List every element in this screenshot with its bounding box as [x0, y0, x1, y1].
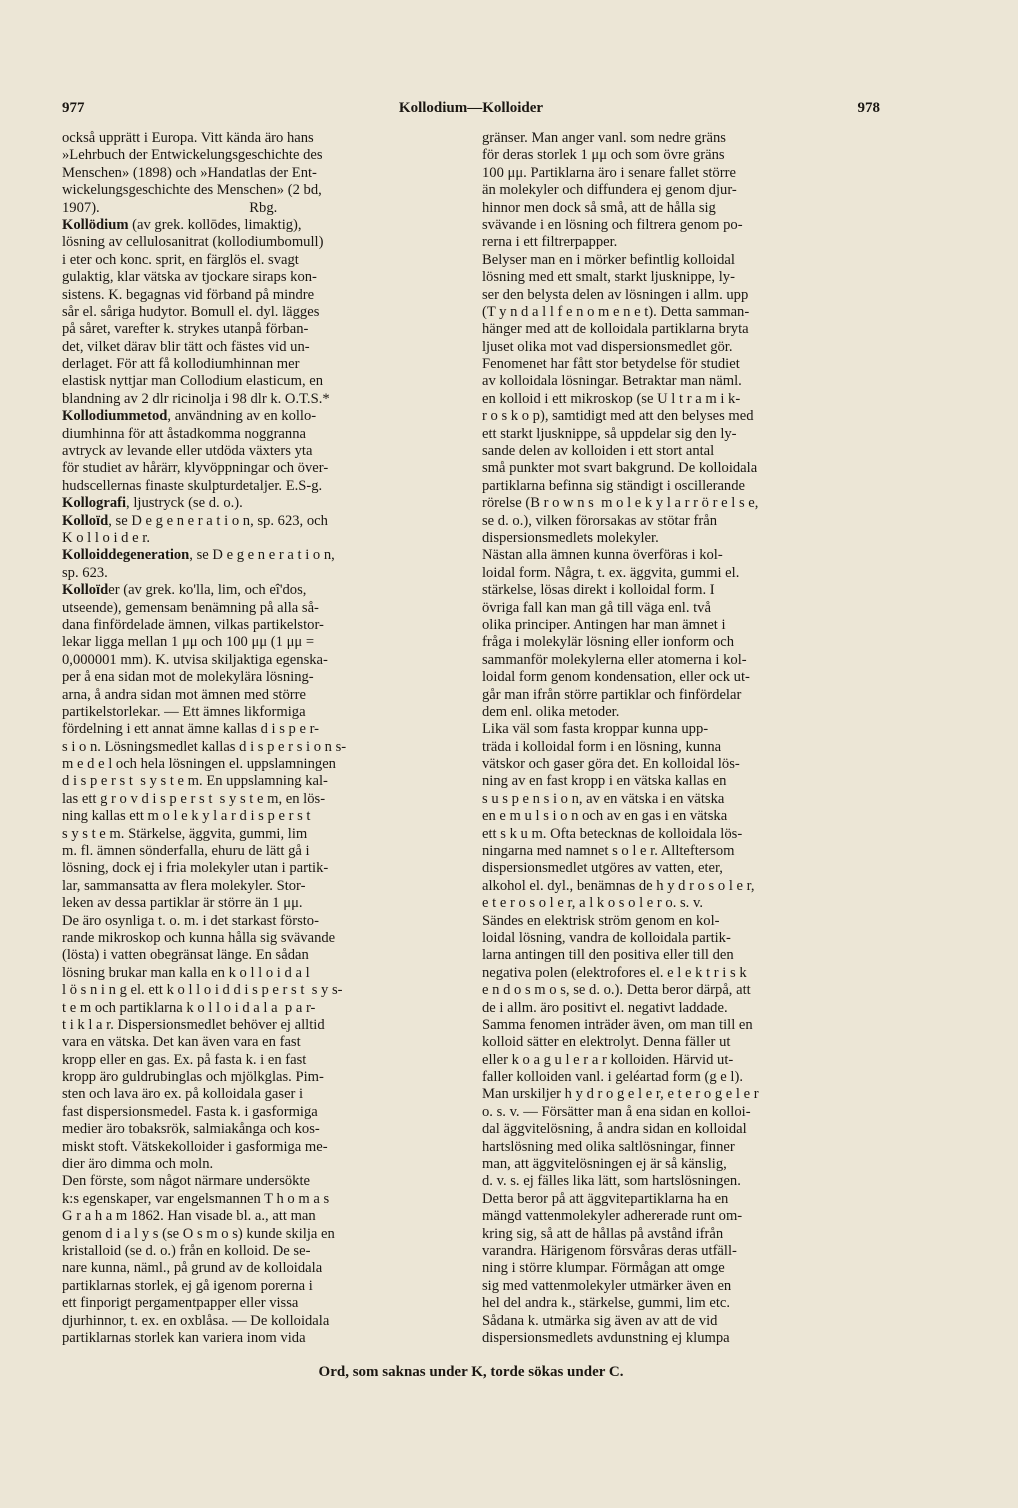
text-line: Man urskiljer h y d r o g e l e r, e t e r o g e l e r: [482, 1086, 759, 1103]
text-line: s y s t e m. Stärkelse, äggvita, gummi, lim: [62, 825, 308, 842]
text-line: träda i kolloidal form i en lösning, kunna: [482, 738, 722, 755]
text-line: hinnor men dock så små, att de hålla sig: [482, 199, 716, 216]
text-line: svävande i en lösning och filtrera genom po-: [482, 216, 743, 233]
text-line: Kolloïd, se D e g e n e r a t i o n, sp. 623, och: [62, 512, 328, 529]
text-line: (T y n d a l l f e n o m e n e t). Detta samman-: [482, 303, 750, 320]
text-line: ning kallas ett m o l e k y l a r d i s p e r s t: [62, 808, 311, 825]
text-line: det, vilket därav blir tätt och fästes vid un-: [62, 338, 310, 355]
text-line: Kollografi, ljustryck (se d. o.).: [62, 495, 243, 512]
text-line: kropp äro guldrubinglas och mjölkglas. Pim-: [62, 1069, 324, 1086]
text-line: ett s k u m. Ofta betecknas de kolloidala lös-: [482, 825, 743, 842]
text-line: larna antingen till den positiva eller till den: [482, 947, 734, 964]
text-line: e t e r o s o l e r, a l k o s o l e r o. s. v.: [482, 895, 703, 912]
text-line: små punkter mot svart bakgrund. De kolloidala: [482, 460, 758, 477]
text-line: Detta beror på att äggvitepartiklarna ha en: [482, 1190, 729, 1207]
text-line: stärkelse, lösas direkt i kolloidal form. I: [482, 582, 715, 599]
text-line: dana finfördelade ämnen, vilkas partikelstor-: [62, 616, 324, 633]
text-line: partiklarnas storlek, ej gå igenom porerna i: [62, 1277, 313, 1294]
text-line: Den förste, som något närmare undersökte: [62, 1173, 311, 1190]
text-line: k:s egenskaper, var engelsmannen T h o m a s: [62, 1190, 330, 1207]
text-line: sande delen av kolloiden i ett stort antal: [482, 443, 715, 460]
text-line: vätskor och gaser göra det. En kolloidal lös-: [482, 756, 740, 773]
text-line: Samma fenomen inträder även, om man till en: [482, 1016, 753, 1033]
text-line: fråga i molekylär lösning eller ionform och: [482, 634, 735, 651]
text-line: lösning av cellulosanitrat (kollodiumbomull): [62, 234, 324, 251]
text-line: t i k l a r. Dispersionsmedlet behöver ej alltid: [62, 1016, 325, 1033]
text-line: avtryck av levande eller utdöda växters yta: [62, 443, 313, 460]
text-line: sammanför molekylerna eller atomerna i kol-: [482, 651, 747, 668]
text-line: sår el. såriga hudytor. Bomull el. dyl. lägges: [62, 303, 320, 320]
text-line: m e d e l och hela lösningen el. uppslamningen: [62, 756, 336, 773]
text-line: eller k o a g u l e r a r kolloiden. Härvid ut-: [482, 1051, 734, 1068]
text-line: loidal form. Några, t. ex. äggvita, gummi el.: [482, 564, 740, 581]
text-line: negativa polen (elektrofores el. e l e k t r i s k: [482, 964, 747, 981]
text-line: derlaget. För att få kollodiumhinnan mer: [62, 356, 300, 373]
text-line: ljuset olika mot vad dispersionsmedlet gör.: [482, 338, 733, 355]
text-line: ser den belysta delen av lösningen i allm. upp: [482, 286, 749, 303]
text-line: sistens. K. begagnas vid förband på mindre: [62, 286, 315, 303]
text-line: d i s p e r s t s y s t e m. En uppslamning kal-: [62, 773, 328, 790]
text-line: e n d o s m o s, se d. o.). Detta beror därpå, att: [482, 982, 751, 999]
text-line: partiklarna befinna sig ständigt i oscillerande: [482, 477, 746, 494]
text-line: hartslösning med olika saltlösningar, finner: [482, 1138, 735, 1155]
text-line: dier äro dimma och moln.: [62, 1156, 214, 1173]
text-line: för studiet av hårärr, klyvöppningar och över-: [62, 460, 329, 477]
text-line: loidal form genom kondensation, eller ock ut-: [482, 669, 750, 686]
text-line: rerna i ett filtrerpapper.: [482, 234, 618, 251]
text-line: G r a h a m 1862. Han visade bl. a., att man: [62, 1208, 316, 1225]
text-line: o. s. v. — Försätter man å ena sidan en kolloi-: [482, 1103, 751, 1120]
running-header: [62, 100, 880, 124]
text-line: av kolloidala lösningar. Betraktar man näml.: [482, 373, 742, 390]
text-line: kring sig, så att de hållas på avstånd ifrån: [482, 1225, 724, 1242]
text-line: sten och lava äro ex. på kolloidala gaser i: [62, 1086, 304, 1103]
text-line: partiklarnas storlek kan variera inom vida: [62, 1329, 306, 1346]
text-line: på såret, varefter k. strykes utanpå förban-: [62, 321, 309, 338]
text-line: m. fl. ämnen sönderfalla, ehuru de lätt gå i: [62, 843, 310, 860]
text-line: rörelse (B r o w n s m o l e k y l a r r ö r e l s e,: [482, 495, 759, 512]
text-line: Menschen» (1898) och »Handatlas der Ent-: [62, 164, 317, 181]
text-line: rande mikroskop och kunna hålla sig svävande: [62, 929, 336, 946]
text-line: 0,000001 mm). K. utvisa skiljaktiga egenska-: [62, 651, 328, 668]
text-line: hänger med att de kolloidala partiklarna bryta: [482, 321, 749, 338]
text-line: vara en vätska. Det kan även vara en fast: [62, 1034, 301, 1051]
text-line: än molekyler och diffundera ej genom djur-: [482, 182, 737, 199]
text-line: lekar ligga mellan 1 μμ och 100 μμ (1 μμ =: [62, 634, 315, 651]
text-line: hudscellernas finaste skulpturdetaljer. E.S-g.: [62, 477, 323, 494]
text-line: »Lehrbuch der Entwickelungsgeschichte des: [62, 147, 323, 164]
text-line: en kolloid i ett mikroskop (se U l t r a m i k-: [482, 390, 741, 407]
text-line: elastisk nyttjar man Collodium elasticum, en: [62, 373, 324, 390]
text-line: dem enl. olika metoder.: [482, 703, 620, 720]
text-line: ning av en fast kropp i en vätska kallas en: [482, 773, 727, 790]
text-line: varandra. Härigenom försvåras deras utfäll-: [482, 1243, 737, 1259]
text-line: sp. 623.: [62, 564, 108, 581]
left-column: [62, 130, 467, 1362]
page-number-right: 978: [857, 100, 880, 116]
text-line: Kolloïder (av grek. ko'lla, lim, och eî'dos,: [62, 582, 307, 599]
page-number-left: 977: [62, 100, 85, 116]
text-line: Kollödium (av grek. kollōdes, limaktig),: [62, 216, 302, 233]
text-line: dispersionsmedlet utgöres av vatten, eter,: [482, 860, 723, 877]
text-line: i eter och konc. sprit, en färglös el. svagt: [62, 251, 299, 268]
text-line: dispersionsmedlets avdunstning ej klumpa: [482, 1329, 730, 1346]
text-line: K o l l o i d e r.: [62, 529, 150, 546]
text-line: diumhinna för att åstadkomma noggranna: [62, 425, 306, 442]
text-line: lar, sammansatta av flera molekyler. Stor-: [62, 877, 306, 894]
text-line: faller kolloiden vanl. i geléartad form (g e l).: [482, 1069, 743, 1086]
text-line: ett starkt ljusknippe, så uppdelar sig den ly-: [482, 425, 737, 442]
text-line: de i allm. äro positivt el. negativt laddade.: [482, 999, 728, 1016]
text-line: s i o n. Lösningsmedlet kallas d i s p e r s i o n s-: [62, 738, 347, 755]
text-line: s u s p e n s i o n, av en vätska i en vätska: [482, 790, 725, 807]
text-line: per å ena sidan mot de molekylära lösning-: [62, 669, 314, 686]
text-line: t e m och partiklarna k o l l o i d a l a p a r-: [62, 999, 316, 1016]
text-line: fördelning i ett annat ämne kallas d i s p e r-: [62, 721, 320, 738]
text-line: kolloid sätter en elektrolyt. Denna fäller ut: [482, 1034, 731, 1051]
text-line: för deras storlek 1 μμ och som övre gräns: [482, 147, 725, 164]
text-line: genom d i a l y s (se O s m o s) kunde skilja en: [62, 1225, 335, 1242]
text-line: Kolloiddegeneration, se D e g e n e r a t i o n,: [62, 547, 335, 564]
text-line: ett finporigt pergamentpapper eller vissa: [62, 1295, 299, 1312]
text-line: l ö s n i n g el. ett k o l l o i d d i s p e r s t s y s-: [62, 982, 343, 999]
text-line: lösning, dock ej i fria molekyler utan i partik-: [62, 860, 329, 877]
text-line: r o s k o p), samtidigt med att den belyses med: [482, 408, 754, 425]
text-line: nare kunna, näml., på grund av de kolloidala: [62, 1260, 323, 1277]
text-line: sig med vattenmolekyler utmärker även en: [482, 1277, 732, 1294]
text-line: kristalloid (se d. o.) från en kolloid. De se-: [62, 1243, 311, 1259]
text-line: (lösta) i vatten obegränsat länge. En sådan: [62, 947, 309, 964]
text-line: d. v. s. ej fälles lika lätt, som hartslösningen.: [482, 1173, 741, 1190]
right-column: [482, 130, 887, 1362]
text-line: lösning med ett smalt, starkt ljusknippe, ly-: [482, 269, 735, 286]
text-line: De äro osynliga t. o. m. i det starkast försto-: [62, 912, 319, 929]
text-line: gränser. Man anger vanl. som nedre gräns: [482, 130, 726, 146]
text-line: blandning av 2 dlr ricinolja i 98 dlr k. O.T.S.*: [62, 390, 330, 407]
text-line: partikelstorlekar. — Ett ämnes likformiga: [62, 703, 306, 720]
text-line: miskt stoft. Vätskekolloider i gasformiga me-: [62, 1138, 328, 1155]
text-line: Sådana k. utmärka sig även av att de vid: [482, 1312, 718, 1329]
text-line: dal äggvitelösning, å andra sidan en kolloidal: [482, 1121, 747, 1138]
text-line: Lika väl som fasta kroppar kunna upp-: [482, 721, 709, 738]
text-line: se d. o.), vilken förorsakas av stötar från: [482, 512, 718, 529]
text-line: djurhinnor, t. ex. en oxblåsa. — De kolloidala: [62, 1312, 330, 1329]
text-line: leken av dessa partiklar är större än 1 μμ.: [62, 895, 303, 912]
text-line: alkohol el. dyl., benämnas de h y d r o s o l e r,: [482, 877, 755, 894]
text-line: fast dispersionsmedel. Fasta k. i gasformiga: [62, 1103, 318, 1120]
text-line: kropp eller en gas. Ex. på fasta k. i en fast: [62, 1051, 307, 1068]
text-line: 100 μμ. Partiklarna äro i senare fallet större: [482, 164, 736, 181]
text-line: 1907). Rbg.: [62, 199, 278, 216]
text-line: utseende), gemensam benämning på alla så-: [62, 599, 319, 616]
text-line: Nästan alla ämnen kunna överföras i kol-: [482, 547, 723, 564]
text-line: går man ifrån större partiklar och finfördelar: [482, 686, 742, 703]
text-line: en e m u l s i o n och av en gas i en vätska: [482, 808, 728, 825]
text-line: hel del andra k., stärkelse, gummi, lim etc.: [482, 1295, 731, 1312]
footer-note: Ord, som saknas under K, torde sökas under C.: [318, 1364, 624, 1380]
text-line: Belyser man en i mörker befintlig kolloidal: [482, 251, 735, 268]
text-line: loidal lösning, vandra de kolloidala partik-: [482, 929, 731, 946]
text-line: ningarna med namnet s o l e r. Allteftersom: [482, 843, 735, 860]
text-line: arna, å andra sidan mot ämnen med större: [62, 686, 306, 703]
running-title: Kollodium—Kolloider: [398, 100, 544, 116]
text-line: Fenomenet har fått stor betydelse för studiet: [482, 356, 740, 373]
text-line: olika principer. Antingen har man ämnet i: [482, 616, 726, 633]
text-line: Kollodiummetod, användning av en kollo-: [62, 408, 317, 425]
text-line: mängd vattenmolekyler adhererade runt om-: [482, 1208, 743, 1225]
text-line: medier äro tobaksrök, salmiakånga och kos-: [62, 1121, 320, 1138]
text-line: dispersionsmedlets molekyler.: [482, 529, 659, 546]
text-line: lösning brukar man kalla en k o l l o i d a l: [62, 964, 310, 981]
text-line: las ett g r o v d i s p e r s t s y s t e m, en lös-: [62, 790, 326, 807]
text-line: övriga fall kan man gå till väga enl. två: [482, 599, 711, 616]
text-line: gulaktig, klar vätska av tjockare siraps kon-: [62, 269, 317, 286]
text-line: wickelungsgeschichte des Menschen» (2 bd,: [62, 182, 322, 199]
text-line: man, att äggvitelösningen ej är så känslig,: [482, 1156, 727, 1173]
text-line: också upprätt i Europa. Vitt kända äro hans: [62, 130, 314, 146]
text-line: ning i större klumpar. Förmågan att omge: [482, 1260, 725, 1277]
text-line: Sändes en elektrisk ström genom en kol-: [482, 912, 720, 929]
